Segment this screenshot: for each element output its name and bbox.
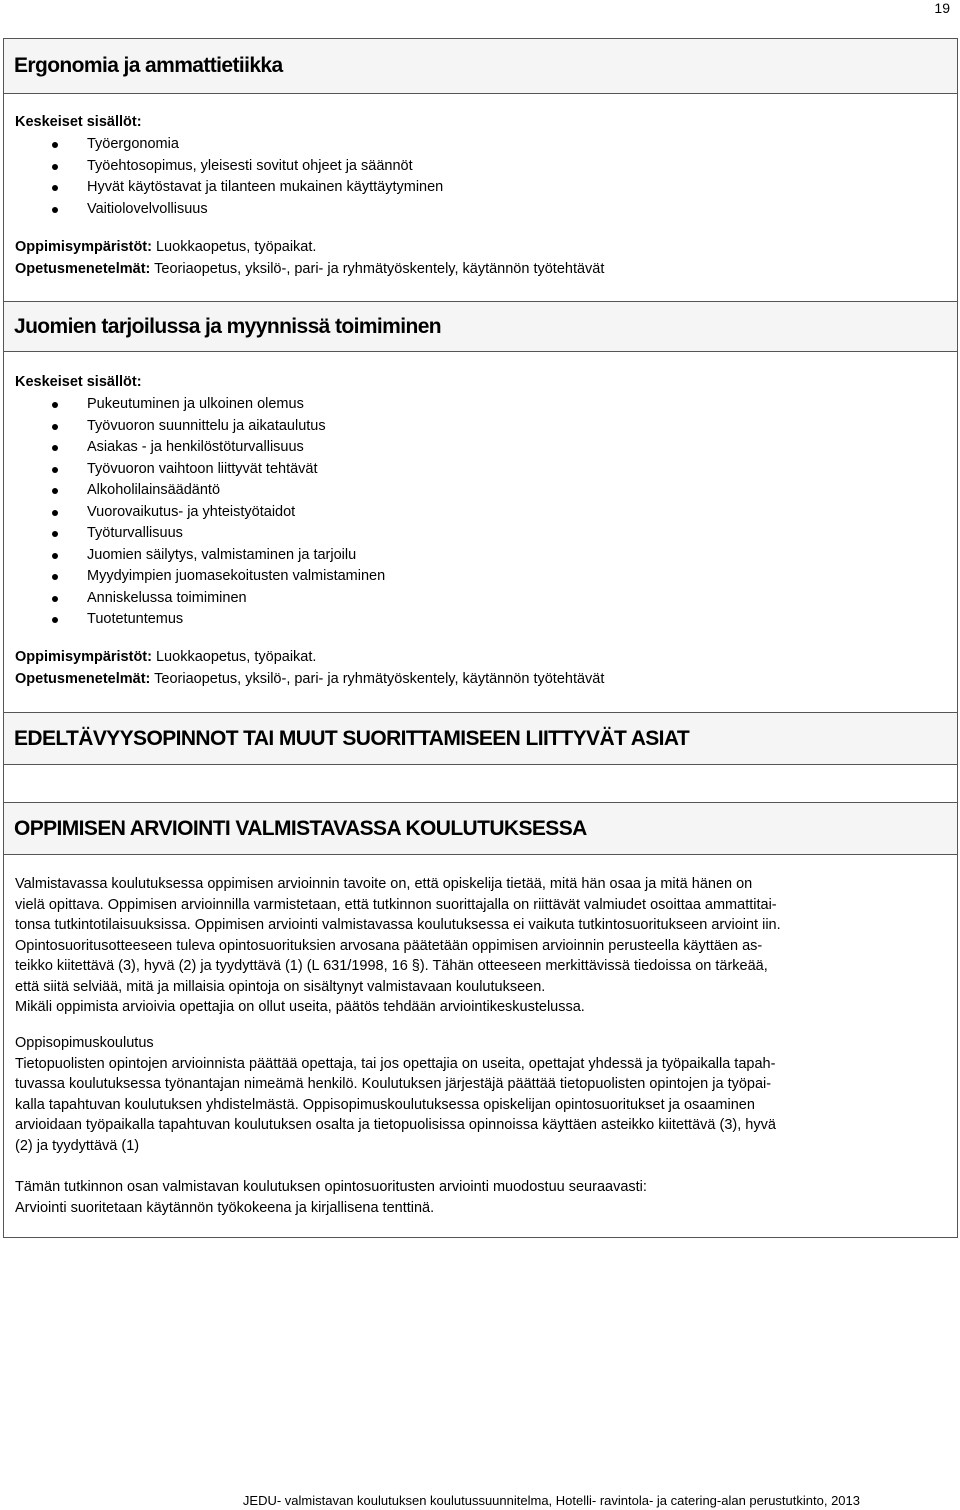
content-frame — [3, 38, 958, 1238]
section-edeltavyys-header — [4, 712, 957, 765]
list-item: Vuorovaikutus- ja yhteistyötaidot — [4, 502, 385, 524]
paragraph-line: arvioidaan työpaikalla tapahtuvan koulutuksen osalta ja tietopuolisissa opinnoissa käyttäen asteikko kiitettävä (3), hyvä — [15, 1117, 776, 1133]
section-ergonomia-header — [4, 39, 957, 94]
content-label: Keskeiset sisällöt: — [15, 374, 142, 390]
paragraph-line: kalla tapahtuvan koulutuksen yhdistelmästä. Oppisopimuskoulutuksessa opiskelijan opintosuoritukset ja osaaminen — [15, 1096, 755, 1113]
environment-label: Oppimisympäristöt: — [15, 649, 152, 665]
paragraph-line: Valmistavassa koulutuksessa oppimisen arvioinnin tavoite on, että opiskelija tietää, mitä hän osaa ja mitä hänen on — [15, 876, 753, 892]
list-item: Asiakas - ja henkilöstöturvallisuus — [4, 437, 385, 459]
list-item: Pukeutuminen ja ulkoinen olemus — [4, 394, 385, 416]
list-item: Anniskelussa toimiminen — [4, 588, 385, 610]
method-label: Opetusmenetelmät: — [15, 671, 151, 687]
assessment-paragraph — [15, 874, 950, 1018]
method-label: Opetusmenetelmät: — [15, 261, 151, 277]
list-item: Juomien säilytys, valmistaminen ja tarjoilu — [4, 545, 385, 567]
method-value: Teoriaopetus, yksilö-, pari- ja ryhmätyöskentely, käytännön työtehtävät — [150, 261, 605, 277]
list-item: Työvuoron vaihtoon liittyvät tehtävät — [4, 459, 385, 481]
paragraph-line: Mikäli oppimista arvioivia opettajia on ollut useita, päätös tehdään arviointikeskustelussa. — [15, 999, 585, 1015]
section-title: EDELTÄVYYSOPINNOT TAI MUUT SUORITTAMISEEN LIITTYVÄT ASIAT — [14, 726, 690, 750]
list-item: Myydyimpien juomasekoitusten valmistaminen — [4, 566, 385, 588]
environment-label: Oppimisympäristöt: — [15, 239, 152, 255]
list-item: Vaitiolovelvollisuus — [4, 199, 443, 221]
method-line — [15, 669, 604, 691]
paragraph-line: Opintosuoritusotteeseen tuleva opintosuorituksien arvosana päätetään oppimisen arvioinnin perusteella käyttäen as- — [15, 937, 763, 954]
paragraph-line: tonsa tutkintotilaisuuksissa. Oppimisen arviointi valmistavassa koulutuksessa ei vaikuta tutkintosuoritukseen arvioint iin. — [15, 917, 781, 933]
section-arviointi-header — [4, 803, 957, 855]
content-list — [4, 134, 443, 220]
paragraph-line: Tämän tutkinnon osan valmistavan koulutuksen opintosuoritusten arviointi muodostuu seuraavasti: — [15, 1179, 647, 1195]
page-number: 19 — [934, 0, 950, 16]
list-item: Tuotetuntemus — [4, 609, 385, 631]
list-item: Työvuoron suunnittelu ja aikataulutus — [4, 416, 385, 438]
list-item: Työturvallisuus — [4, 523, 385, 545]
method-line — [15, 259, 604, 281]
paragraph-line: vielä opittava. Oppimisen arvioinnilla varmistetaan, että tutkinnon suorittajalla on riittävät valmiudet osoittaa ammattitai- — [15, 896, 777, 913]
list-item: Alkoholilainsäädäntö — [4, 480, 385, 502]
section-title: OPPIMISEN ARVIOINTI VALMISTAVASSA KOULUTUKSESSA — [14, 816, 587, 840]
page-footer: JEDU- valmistavan koulutuksen koulutussuunnitelma, Hotelli- ravintola- ja catering-alan perustutkinto, 2013 — [242, 1493, 860, 1508]
paragraph-line: Arviointi suoritetaan käytännön työkokeena ja kirjallisena tenttinä. — [15, 1199, 435, 1216]
content-label: Keskeiset sisällöt: — [15, 114, 142, 130]
paragraph-line: teikko kiitettävä (3), hyvä (2) ja tyydyttävä (1) (L 631/1998, 16 §). Tähän otteeseen merkittävissä tiedoissa on tärkeää, — [15, 958, 768, 974]
paragraph-line: (2) ja tyydyttävä (1) — [15, 1137, 140, 1154]
environment-line — [15, 237, 316, 259]
environment-value: Luokkaopetus, työpaikat. — [151, 649, 317, 665]
assessment-method-paragraph — [15, 1177, 950, 1218]
list-item: Työergonomia — [4, 134, 443, 156]
list-item: Hyvät käytöstavat ja tilanteen mukainen käyttäytyminen — [4, 177, 443, 199]
section-title: Ergonomia ja ammattietiikka — [14, 54, 283, 77]
section-title: Juomien tarjoilussa ja myynnissä toimiminen — [14, 314, 442, 338]
empty-content-row — [4, 765, 957, 803]
method-value: Teoriaopetus, yksilö-, pari- ja ryhmätyöskentely, käytännön työtehtävät — [150, 671, 605, 687]
paragraph-line: Oppisopimuskoulutus — [15, 1035, 154, 1051]
environment-value: Luokkaopetus, työpaikat. — [151, 239, 317, 255]
section-juomat-header — [4, 301, 957, 352]
environment-line — [15, 647, 316, 669]
paragraph-line: Tietopuolisten opintojen arvioinnista päättää opettaja, tai jos opettajia on useita, opettajat yhdessä ja työpaikalla tapah- — [15, 1055, 776, 1072]
content-list — [4, 394, 385, 631]
paragraph-line: että siitä selviää, mitä ja millaisia opintoja on sisältynyt valmistavaan koulutukseen. — [15, 978, 546, 995]
apprenticeship-paragraph — [15, 1033, 950, 1156]
list-item: Työehtosopimus, yleisesti sovitut ohjeet ja säännöt — [4, 156, 443, 178]
paragraph-line: tuvassa koulutuksessa työnantajan nimeämä henkilö. Koulutuksen järjestäjä päättää tietopuolisten opintojen ja työpai- — [15, 1076, 772, 1092]
